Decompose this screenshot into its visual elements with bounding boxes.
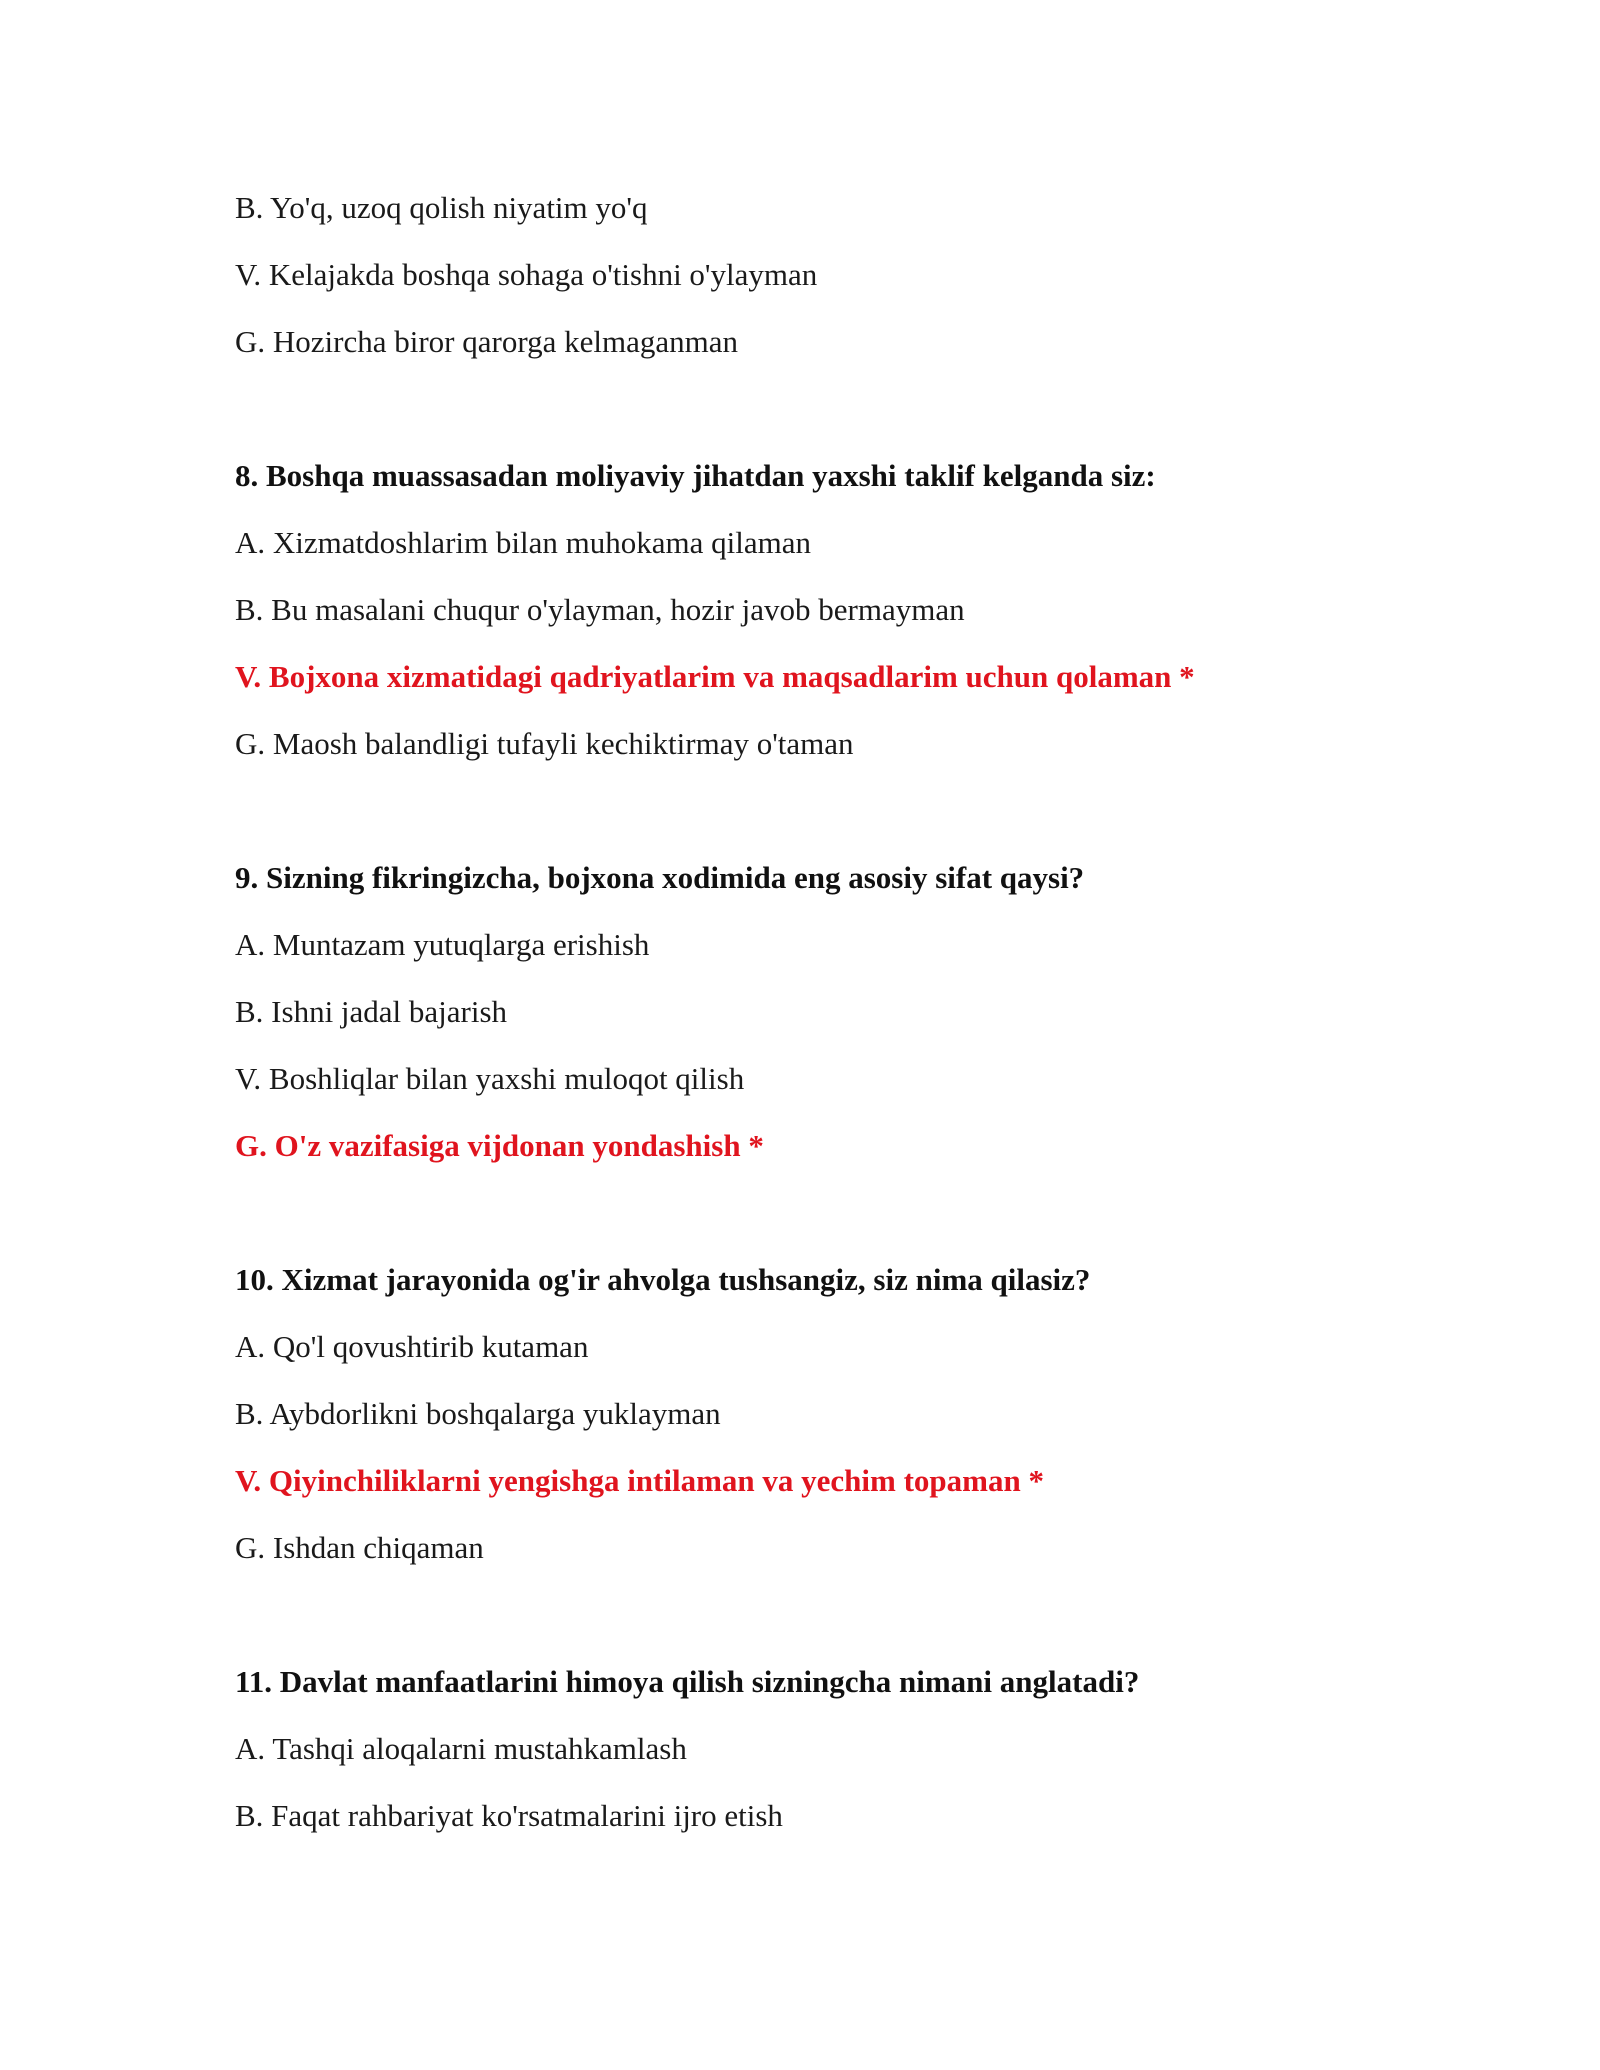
option-q10-b: B. Aybdorlikni boshqalarga yuklayman [235, 1396, 721, 1431]
option-q9-a: A. Muntazam yutuqlarga erishish [235, 927, 650, 962]
option-q9-b: B. Ishni jadal bajarish [235, 994, 508, 1029]
question-10: 10. Xizmat jarayonida og'ir ahvolga tushsangiz, siz nima qilasiz? [235, 1262, 1091, 1297]
question-9: 9. Sizning fikringizcha, bojxona xodimida eng asosiy sifat qaysi? [235, 860, 1085, 895]
option-q10-a: A. Qo'l qovushtirib kutaman [235, 1329, 589, 1364]
option-q8-g: G. Maosh balandligi tufayli kechiktirmay o'taman [235, 726, 854, 761]
option-q8-v-correct: V. Bojxona xizmatidagi qadriyatlarim va maqsadlarim uchun qolaman * [235, 659, 1195, 694]
option-q9-v: V. Boshliqlar bilan yaxshi muloqot qilish [235, 1061, 745, 1096]
option-q9-g-correct: G. O'z vazifasiga vijdonan yondashish * [235, 1128, 764, 1163]
question-11: 11. Davlat manfaatlarini himoya qilish sizningcha nimani anglatadi? [235, 1664, 1140, 1699]
option-q11-a: A. Tashqi aloqalarni mustahkamlash [235, 1731, 687, 1766]
option-q10-g: G. Ishdan chiqaman [235, 1530, 484, 1565]
option-q7-g: G. Hozircha biror qarorga kelmaganman [235, 324, 738, 359]
option-q7-b: B. Yo'q, uzoq qolish niyatim yo'q [235, 190, 648, 225]
question-8: 8. Boshqa muassasadan moliyaviy jihatdan yaxshi taklif kelganda siz: [235, 458, 1156, 493]
option-q10-v-correct: V. Qiyinchiliklarni yengishga intilaman va yechim topaman * [235, 1463, 1044, 1498]
option-q8-b: B. Bu masalani chuqur o'ylayman, hozir javob bermayman [235, 592, 965, 627]
option-q7-v: V. Kelajakda boshqa sohaga o'tishni o'ylayman [235, 257, 818, 292]
option-q8-a: A. Xizmatdoshlarim bilan muhokama qilaman [235, 525, 811, 560]
option-q11-b: B. Faqat rahbariyat ko'rsatmalarini ijro etish [235, 1798, 783, 1833]
